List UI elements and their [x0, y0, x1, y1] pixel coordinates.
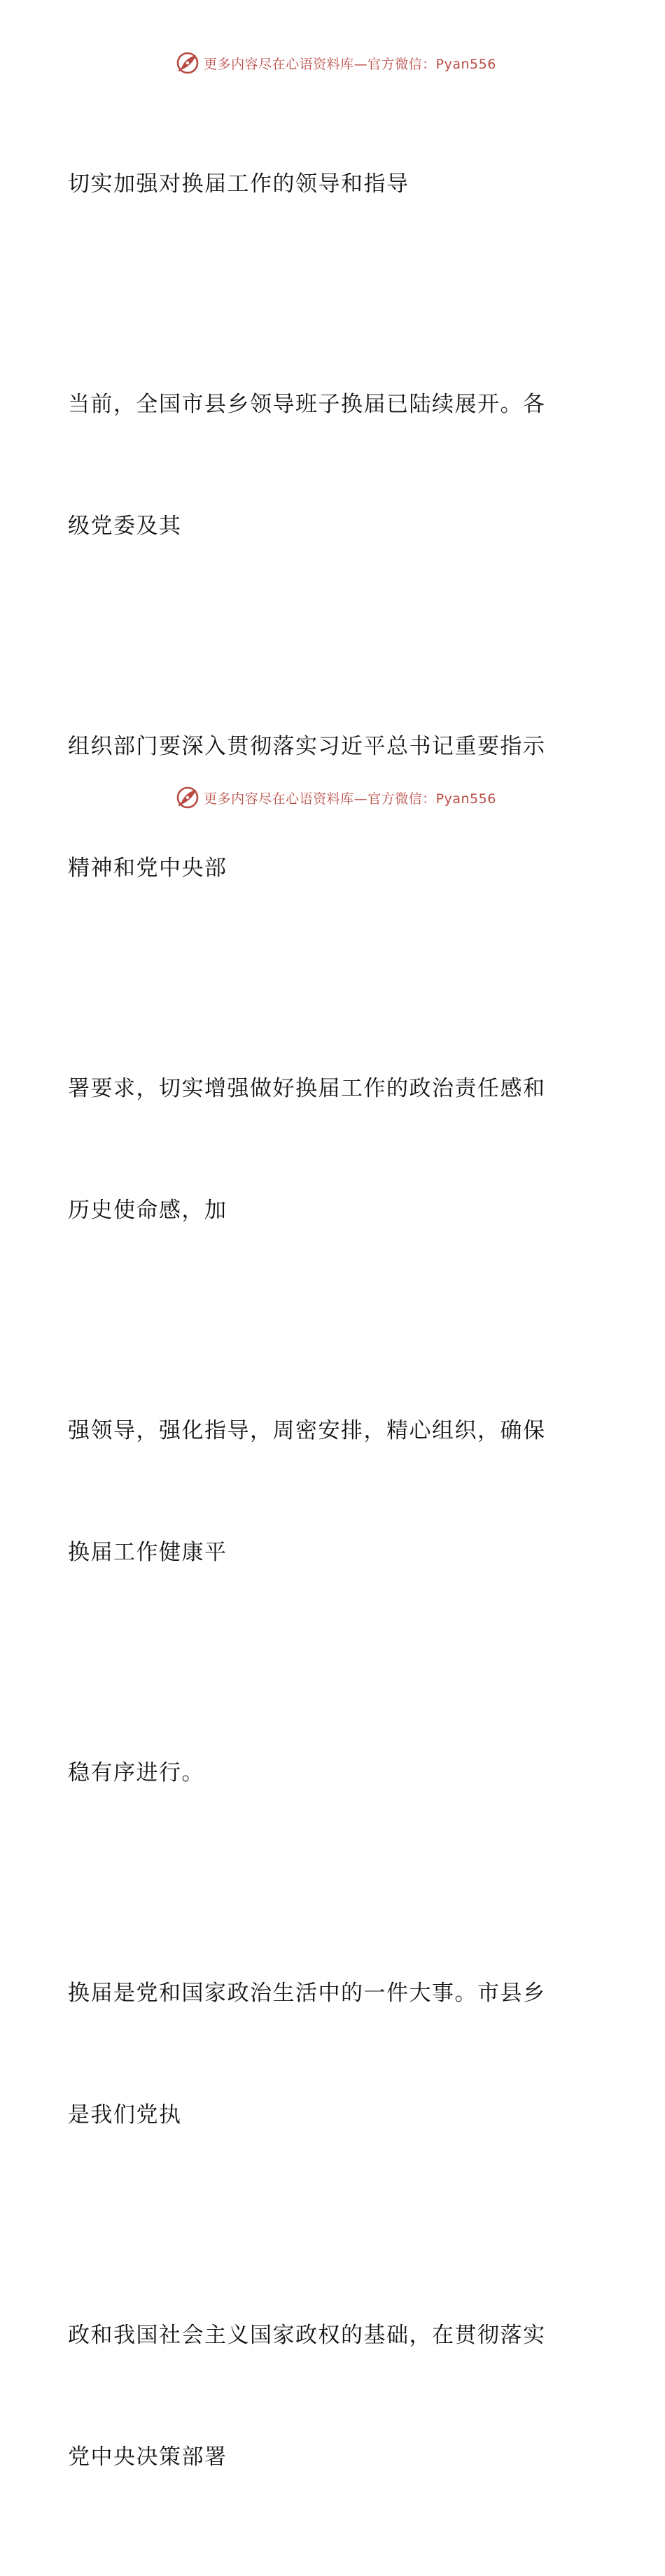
- paragraph-1: [68, 83, 586, 285]
- paragraph-7: [68, 1892, 586, 2216]
- paragraph-line: 当前，全国市县乡领导班子换届已陆续展开。各: [68, 392, 546, 417]
- paragraph-line: 是我们党执: [68, 2102, 182, 2128]
- header-banner-text: [204, 54, 496, 73]
- paragraph-2: [68, 303, 586, 628]
- footer-banner-text: [204, 788, 496, 807]
- paragraph-line: 强领导，强化指导，周密安排，精心组织，确保: [68, 1418, 546, 1443]
- header-banner-label: 更多内容尽在心语资料库—官方微信：: [204, 56, 436, 72]
- header-banner-content: [176, 51, 496, 75]
- paragraph-line: 级党委及其: [68, 514, 182, 539]
- footer-banner-content: [176, 786, 496, 809]
- footer-banner-label: 更多内容尽在心语资料库—官方微信：: [204, 791, 436, 807]
- pen-nib-logo-icon: [176, 51, 200, 75]
- paragraph-line: 稳有序进行。: [68, 1760, 204, 1785]
- header-wechat-id: Pyan556: [435, 56, 496, 72]
- paragraph-line: 换届是党和国家政治生活中的一件大事。市县乡: [68, 1981, 546, 2006]
- pen-nib-logo-icon: [176, 786, 200, 809]
- paragraph-line: 精神和党中央部: [68, 856, 227, 881]
- paragraph-line: 党中央决策部署: [68, 2444, 227, 2470]
- paragraph-line: 组织部门要深入贯彻落实习近平总书记重要指示: [68, 734, 546, 759]
- paragraph-8: [68, 2234, 586, 2559]
- paragraph-5: [68, 1329, 586, 1654]
- document-body: [68, 83, 586, 2576]
- footer-banner: [0, 784, 665, 812]
- footer-wechat-id: Pyan556: [435, 791, 496, 807]
- paragraph-line: 政和我国社会主义国家政权的基础，在贯彻落实: [68, 2323, 546, 2348]
- header-banner: [0, 49, 665, 77]
- paragraph-line: 切实加强对换届工作的领导和指导: [68, 171, 410, 197]
- paragraph-line: 历史使命感，加: [68, 1198, 227, 1223]
- paragraph-line: 署要求，切实增强做好换届工作的政治责任感和: [68, 1076, 546, 1101]
- paragraph-4: [68, 987, 586, 1312]
- paragraph-line: 换届工作健康平: [68, 1540, 227, 1565]
- paragraph-6: [68, 1671, 586, 1874]
